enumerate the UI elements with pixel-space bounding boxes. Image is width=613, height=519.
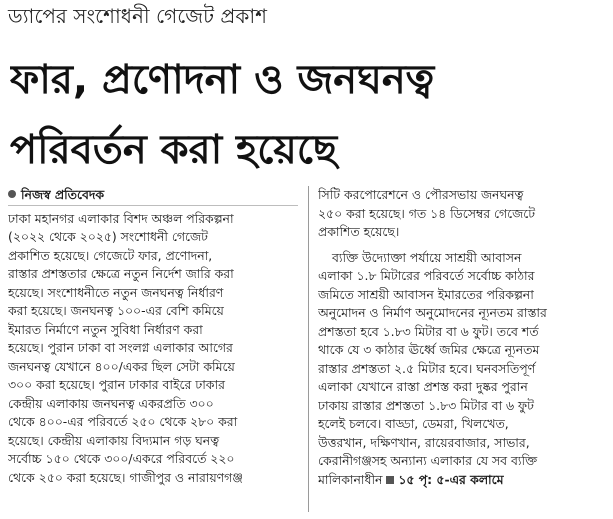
article-column-left bbox=[8, 186, 298, 519]
body-line: ইমারত নির্মাণে নতুন সুবিধা নির্ধারণ করা bbox=[8, 321, 203, 337]
body-line: সিটি করপোরেশনে ও পৌরসভায় জনঘনত্ব bbox=[318, 187, 524, 202]
body-line: সর্বোচ্চ ১৫০ থেকে ৩০০/একরে পরিবর্তে ২২০ bbox=[8, 451, 235, 466]
paragraph-gap bbox=[318, 242, 608, 249]
headline-line-1: ফার, প্রণোদনা ও জনঘনত্ব bbox=[10, 57, 435, 103]
body-line: কেরানীগঞ্জসহ অন্যান্য এলাকার যে সব ব্যক্তি bbox=[318, 453, 538, 468]
body-line: প্রকাশিত হয়েছে। গেজেটে ফার, প্রণোদনা, bbox=[8, 247, 213, 263]
body-line: প্রশস্ততা হবে ১.৮৩ মিটার বা ৬ ফুট। তবে শর্ত bbox=[318, 323, 539, 339]
body-line: থাকে যে ৩ কাঠার ঊর্ধ্বে জমির ক্ষেত্রে ন্যূনতম bbox=[318, 342, 540, 357]
body-line: করা হয়েছে। জনঘনত্ব ১০০-এর বেশি কমিয়ে bbox=[8, 303, 224, 318]
body-line: হয়েছে। কেন্দ্রীয় এলাকায় বিদ্যমান গড় ঘনত্ব bbox=[8, 432, 220, 448]
body-line: প্রকাশিত হয়েছে। bbox=[318, 224, 400, 239]
body-line: এলাকা যেখানে রাস্তা প্রশস্ত করা দুষ্কর পুরান bbox=[318, 379, 528, 394]
last-line-text: মালিকানাধীন bbox=[318, 471, 383, 487]
body-line: রাস্তার প্রশস্ততার ক্ষেত্রে নতুন নির্দেশ জারি করা bbox=[8, 266, 234, 281]
body-line: থেকে ৪০০-এর পরিবর্তে ২৫০ থেকে ২৮০ করা bbox=[8, 414, 238, 429]
body-line: হলেই চলবে। বাড্ডা, ডেমরা, খিলখেত, bbox=[318, 416, 509, 431]
body-line: ঢাকা মহানগর এলাকার বিশদ অঞ্চল পরিকল্পনা bbox=[8, 210, 234, 226]
body-line: হয়েছে। সংশোধনীতে নতুন জনঘনত্ব নির্ধারণ bbox=[8, 284, 224, 300]
body-line: হয়েছে। পুরান ঢাকা বা সংলগ্ন এলাকার আগের bbox=[8, 340, 233, 355]
body-line: জমিতে সাশ্রয়ী আবাসন ইমারতের পরিকল্পনা bbox=[318, 286, 534, 302]
article-kicker: ড্যাপের সংশোধনী গেজেট প্রকাশ bbox=[8, 4, 267, 28]
jump-text: ১৫ পৃ: ৫-এর কলামে bbox=[398, 471, 504, 487]
article-column-right bbox=[318, 186, 608, 519]
body-line: উত্তরখান, দক্ষিণখান, রায়েরবাজার, সাভার, bbox=[318, 434, 530, 450]
continuation-jump bbox=[386, 472, 503, 487]
body-line: ব্যক্তি উদ্যোক্তা পর্যায়ে সাশ্রয়ী আবাসন bbox=[332, 249, 522, 265]
headline-line-2: পরিবর্তন করা হয়েছে bbox=[10, 127, 338, 173]
byline-bullet-icon bbox=[8, 190, 16, 198]
body-line: (২০২২ থেকে ২০২৫) সংশোধনী গেজেট bbox=[8, 229, 208, 244]
column-divider bbox=[308, 186, 309, 512]
body-line: ২৫০ করা হয়েছে। গত ১৪ ডিসেম্বর গেজেটে bbox=[318, 205, 535, 221]
body-line-last bbox=[318, 471, 608, 490]
body-line: থেকে ২৫০ করা হয়েছে। গাজীপুর ও নারায়ণগঞ্জ bbox=[8, 469, 243, 485]
byline bbox=[8, 186, 298, 206]
body-line: রাস্তার প্রশস্ততা ২.৫ মিটার হবে। ঘনবসতিপূর্ণ bbox=[318, 360, 536, 376]
body-line: কেন্দ্রীয় এলাকায় জনঘনত্ব একরপ্রতি ৩০০ bbox=[8, 395, 214, 411]
body-line: ৩০০ করা হয়েছে। পুরান ঢাকার বাইরে ঢাকার bbox=[8, 377, 225, 392]
body-line: অনুমোদন ও নির্মাণ অনুমোদনের ন্যূনতম রাস্তার bbox=[318, 305, 547, 320]
body-line: জনঘনত্ব যেখানে ৪০০/একর ছিল সেটা কমিয়ে bbox=[8, 358, 235, 374]
body-line: ঢাকায় রাস্তার প্রশস্ততা ১.৮৩ মিটার বা ৬ ফুট bbox=[318, 397, 534, 413]
body-line: এলাকা ১.৮ মিটারের পরিবর্তে সর্বোচ্চ কাঠার bbox=[318, 268, 535, 283]
jump-square-icon bbox=[386, 476, 394, 484]
byline-text: নিজস্ব প্রতিবেদক bbox=[21, 187, 105, 202]
